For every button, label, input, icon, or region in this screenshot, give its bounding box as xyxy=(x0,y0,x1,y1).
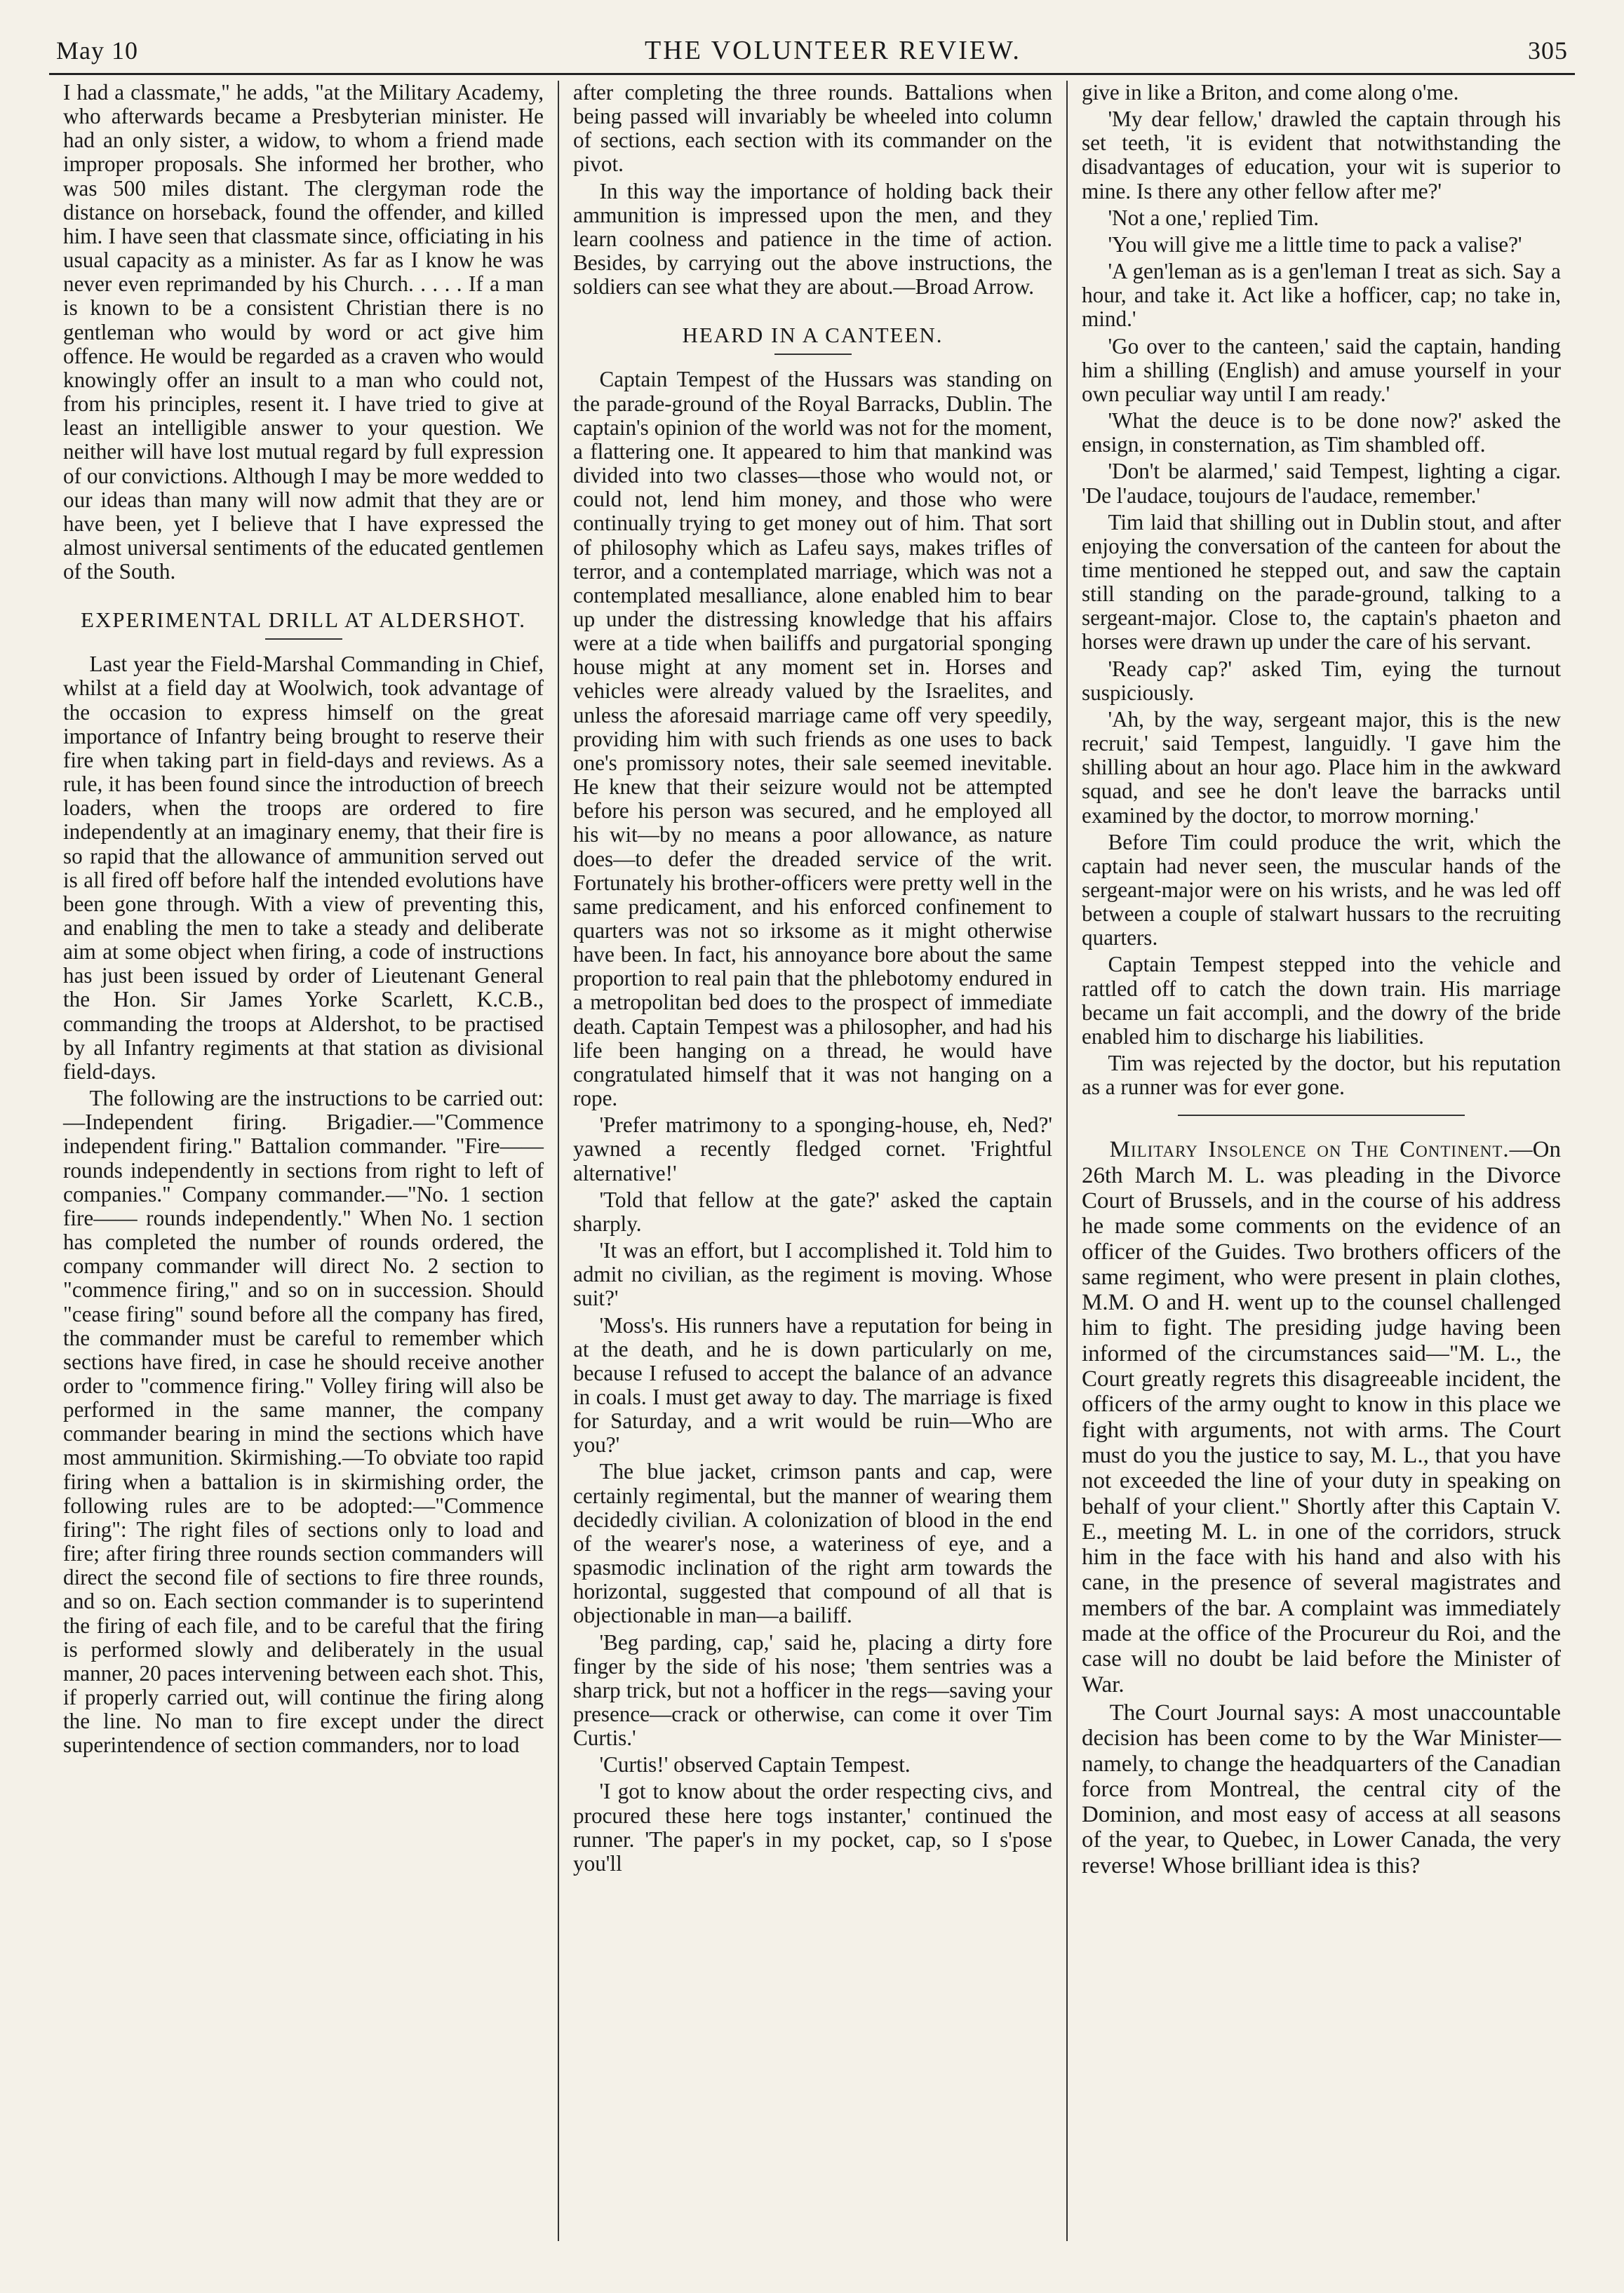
paragraph: I had a classmate," he adds, "at the Military Academy, who afterwards became a Presbyterian minister. He had an only sister, a widow, to whom a friend made improper proposals. She informed her brother, who was 500 miles distant. The clergyman rode the distance on horseback, found the offender, and killed him. I have seen that classmate since, officiating in his usual capacity as a minister. As far as I know he was never even reprimanded by his Church. . . . . If a man is known to be a consistent Christian there is no gentleman who would by word or act give him offence. He would be regarded as a craven who would knowingly offer an insult to a man who could not, from his principles, resent it. I have tried to give at least an intelligible answer to your question. We neither will have lost mutual regard by full expression of our convictions. Although I may be more wedded to our ideas than many will now admit that they are or have been, yet I believe that I have expressed the almost universal sentiments of the educated gentlemen of the South. xyxy=(63,81,544,584)
paragraph: Before Tim could produce the writ, which the captain had never seen, the muscular hands of the sergeant-major were on his wrists, and he was led off between a couple of stalwart hussars to the recruiting quarters. xyxy=(1082,829,1561,950)
paragraph: 'Told that fellow at the gate?' asked the captain sharply. xyxy=(573,1187,1052,1236)
paragraph: Tim was rejected by the doctor, but his reputation as a runner was for ever gone. xyxy=(1082,1051,1561,1100)
heading-rule xyxy=(265,638,342,640)
paragraph: 'Moss's. His runners have a reputation for being in at the death, and he is down particularly on me, because I refused to accept the balance of an advance in coals. I must get away to day. The marriage is fixed for Saturday, and a writ would be ruin—Who are you?' xyxy=(573,1312,1052,1458)
paragraph: give in like a Briton, and come along o'me. xyxy=(1082,81,1459,105)
column-3 xyxy=(1066,81,1575,2241)
paragraph: 'Prefer matrimony to a sponging-house, eh, Ned?' yawned a recently fledged cornet. 'Frightful alternative!' xyxy=(573,1112,1052,1185)
run-in-heading: Military Insolence on The Continent. xyxy=(1109,1137,1510,1163)
paragraph: 'Curtis!' observed Captain Tempest. xyxy=(599,1752,911,1777)
section-heading: EXPERIMENTAL DRILL AT ALDERSHOT. xyxy=(80,607,526,633)
paragraph: 'It was an effort, but I accomplished it. Told him to admit no civilian, as the regiment is moving. Whose suit?' xyxy=(573,1238,1052,1311)
paragraph xyxy=(1082,1137,1561,1697)
paragraph: Tim laid that shilling out in Dublin stout, and after enjoying the conversation of the canteen for about the time mentioned he stepped out, and saw the captain still standing on the parade-ground, talking to a sergeant-major. Close to, the captain's phaeton and horses were drawn up under the care of his servant. xyxy=(1082,509,1561,654)
page-date: May 10 xyxy=(56,36,138,65)
column-1 xyxy=(49,81,558,2241)
paragraph: 'Don't be alarmed,' said Tempest, lighting a cigar. 'De l'audace, toujours de l'audace, remember.' xyxy=(1082,459,1561,508)
paragraph-text: —On 26th March M. L. was pleading in the Divorce Court of Brussels, and in the course of his address he made some comments on the evidence of an officer of the Guides. Two brothers officers of the same regiment, who were present in plain clothes, M.M. O and H. went up to the counsel challenged him to fight. The presiding judge having been informed of the circumstances said—"M. L., the Court greatly regrets this disagreeable incident, the officers of the army ought to know in this place we fight with arguments, not with arms. The Court must do you the justice to say, M. L., that you have not exceeded the line of your duty in speaking on behalf of your client." Shortly after this Captain V. E., meeting M. L. in one of the corridors, struck him in the face with his hand and also with his cane, in the presence of several magistrates and members of the bar. A complaint was immediately made at the office of the Procureur du Roi, and the case will no doubt be laid before the Minister of War. xyxy=(1082,1137,1561,1697)
paragraph: 'A gen'leman as is a gen'leman I treat as sich. Say a hour, and take it. Act like a hofficer, cap; no take in, mind.' xyxy=(1082,259,1561,332)
paragraph: In this way the importance of holding back their ammunition is impressed upon the men, and they learn coolness and patience in the time of action. Besides, by carrying out the above instructions, the soldiers can see what they are about.—Broad Arrow. xyxy=(573,178,1052,300)
paragraph: Captain Tempest of the Hussars was standing on the parade-ground of the Royal Barracks, Dublin. The captain's opinion of the world was not for the moment, a flattering one. It appeared to him that mankind was divided into two classes—those who would not, or could not, lend him money, and those who were continually trying to get money out of him. That sort of philosophy which as Lafeu says, makes trifles of terror, and a contemplated marriage, which was not a contemplated mesalliance, alone enabled him to bear up under the distressing knowledge that his affairs were at a tide when bailiffs and purgatorial sponging house might at any moment set in. Horses and vehicles were already valued by the Israelites, and unless the aforesaid marriage came off very speedily, providing him with such friends as one uses to back one's promissory notes, their sale seemed inevitable. He knew that their seizure would not be attempted before his person was secured, and he employed all his wit—by no means a poor allowance, as nature does—to defer the dreaded service of the writ. Fortunately his brother-officers were pretty well in the same predicament, and his enforced confinement to quarters was not so irksome as it might otherwise have been. In fact, his annoyance bore about the same proportion to real pain that the phlebotomy endured in a metropolitan bed does to the prospect of immediate death. Captain Tempest was a philosopher, and had his life been hanging on a thread, he would have congratulated himself that it was not hanging on a rope. xyxy=(573,367,1052,1111)
page-number: 305 xyxy=(1527,36,1568,65)
paragraph: 'Not a one,' replied Tim. xyxy=(1108,205,1320,230)
article-end-rule xyxy=(1178,1115,1465,1116)
paragraph: Last year the Field-Marshal Commanding in Chief, whilst at a field day at Woolwich, took advantage of the occasion to express himself on the great importance of Infantry being brought to reserve their fire when taking part in field-days and reviews. As a rule, it has been found since the introduction of breech loaders, when the troops are ordered to fire independently at an imaginary enemy, that their fire is so rapid that the allowance of ammunition served out is all fired off before half the intended evolutions have been gone through. With a view of preventing this, and enabling the men to take a steady and deliberate aim at some object when firing, a code of instructions has just been issued by order of Lieutenant General the Hon. Sir James Yorke Scarlett, K.C.B., commanding the troops at Aldershot, to be practised by all Infantry regiments at that station as divisional field-days. xyxy=(63,652,544,1084)
masthead-title: THE VOLUNTEER REVIEW. xyxy=(645,36,1021,65)
paragraph: 'You will give me a little time to pack a valise?' xyxy=(1108,231,1522,257)
column-2 xyxy=(558,81,1066,2241)
columns xyxy=(49,81,1575,2241)
paragraph: 'Ready cap?' asked Tim, eying the turnout suspiciously. xyxy=(1082,656,1561,705)
paragraph: The following are the instructions to be carried out:—Independent firing. Brigadier.—"Commence independent firing." Battalion commander. "Fire—— rounds independently in sections from right to left of companies." Company commander.—"No. 1 section fire—— rounds independently." When No. 1 section has completed the number of rounds ordered, the company commander will direct No. 2 section to "commence firing," and so on in succession. Should "cease firing" sound before all the company has fired, the commander must be careful to remember which sections have fired, in case he should receive another order to "commence firing." Volley firing will also be performed in the same manner, the company commander bearing in mind the sections which have most ammunition. Skirmishing.—To obviate too rapid firing when a battalion is in skirmishing order, the following rules are to be adopted:—"Commence firing": The right files of sections only to load and fire; after firing three rounds section commanders will direct the second file of sections to fire three rounds, and so on. Each section commander is to superintend the firing of each file, and to be careful that the firing is performed slowly and deliberately in the usual manner, 20 paces intervening between each shot. This, if properly carried out, will continue the firing along the line. No man to fire except under the direct superintendence of section commanders, nor to load xyxy=(63,1086,544,1758)
paragraph: The blue jacket, crimson pants and cap, were certainly regimental, but the manner of wearing them decidedly civilian. A colonization of blood in the end of the wearer's nose, a wateriness of eye, and a spasmodic inclination of the right arm towards the horizontal, suggested that compound of all that is objectionable in man—a bailiff. xyxy=(573,1459,1052,1628)
heading-rule xyxy=(774,354,852,355)
page-header xyxy=(49,35,1575,75)
section-heading: HEARD IN A CANTEEN. xyxy=(682,323,944,348)
paragraph: 'My dear fellow,' drawled the captain through his set teeth, 'it is evident that notwithstanding the disadvantages of education, your wit is superior to mine. Is there any other fellow after me?' xyxy=(1082,107,1561,203)
paragraph: 'I got to know about the order respecting civs, and procured these here togs instanter,' continued the runner. 'The paper's in my pocket, cap, so I s'pose you'll xyxy=(573,1779,1052,1876)
paragraph: 'What the deuce is to be done now?' asked the ensign, in consternation, as Tim shambled off. xyxy=(1082,408,1561,457)
paragraph: The Court Journal says: A most unaccountable decision has been come to by the War Minister—namely, to change the headquarters of the Canadian force from Montreal, the central city of the Dominion, and most easy of access at all seasons of the year, to Quebec, in Lower Canada, the very reverse! Whose brilliant idea is this? xyxy=(1082,1700,1561,1878)
paragraph: Captain Tempest stepped into the vehicle and rattled off to catch the down train. His marriage became un fait accompli, and the dowry of the bride enabled him to discharge his liabilities. xyxy=(1082,952,1561,1049)
paragraph: 'Ah, by the way, sergeant major, this is the new recruit,' said Tempest, languidly. 'I gave him the shilling about an hour ago. Place him in the awkward squad, and see he don't leave the barracks until examined by the doctor, to morrow morning.' xyxy=(1082,706,1561,828)
paragraph: after completing the three rounds. Battalions when being passed will invariably be wheeled into column of sections, each section with its commander on the pivot. xyxy=(573,81,1052,177)
paragraph: 'Beg parding, cap,' said he, placing a dirty fore finger by the side of his nose; 'them sentries was a sharp trick, but not a hofficer in the regs—saving your presence—crack or otherwise, can come it over Tim Curtis.' xyxy=(573,1629,1052,1751)
paragraph: 'Go over to the canteen,' said the captain, handing him a shilling (English) and amuse yourself in your own peculiar way until I am ready.' xyxy=(1082,333,1561,406)
